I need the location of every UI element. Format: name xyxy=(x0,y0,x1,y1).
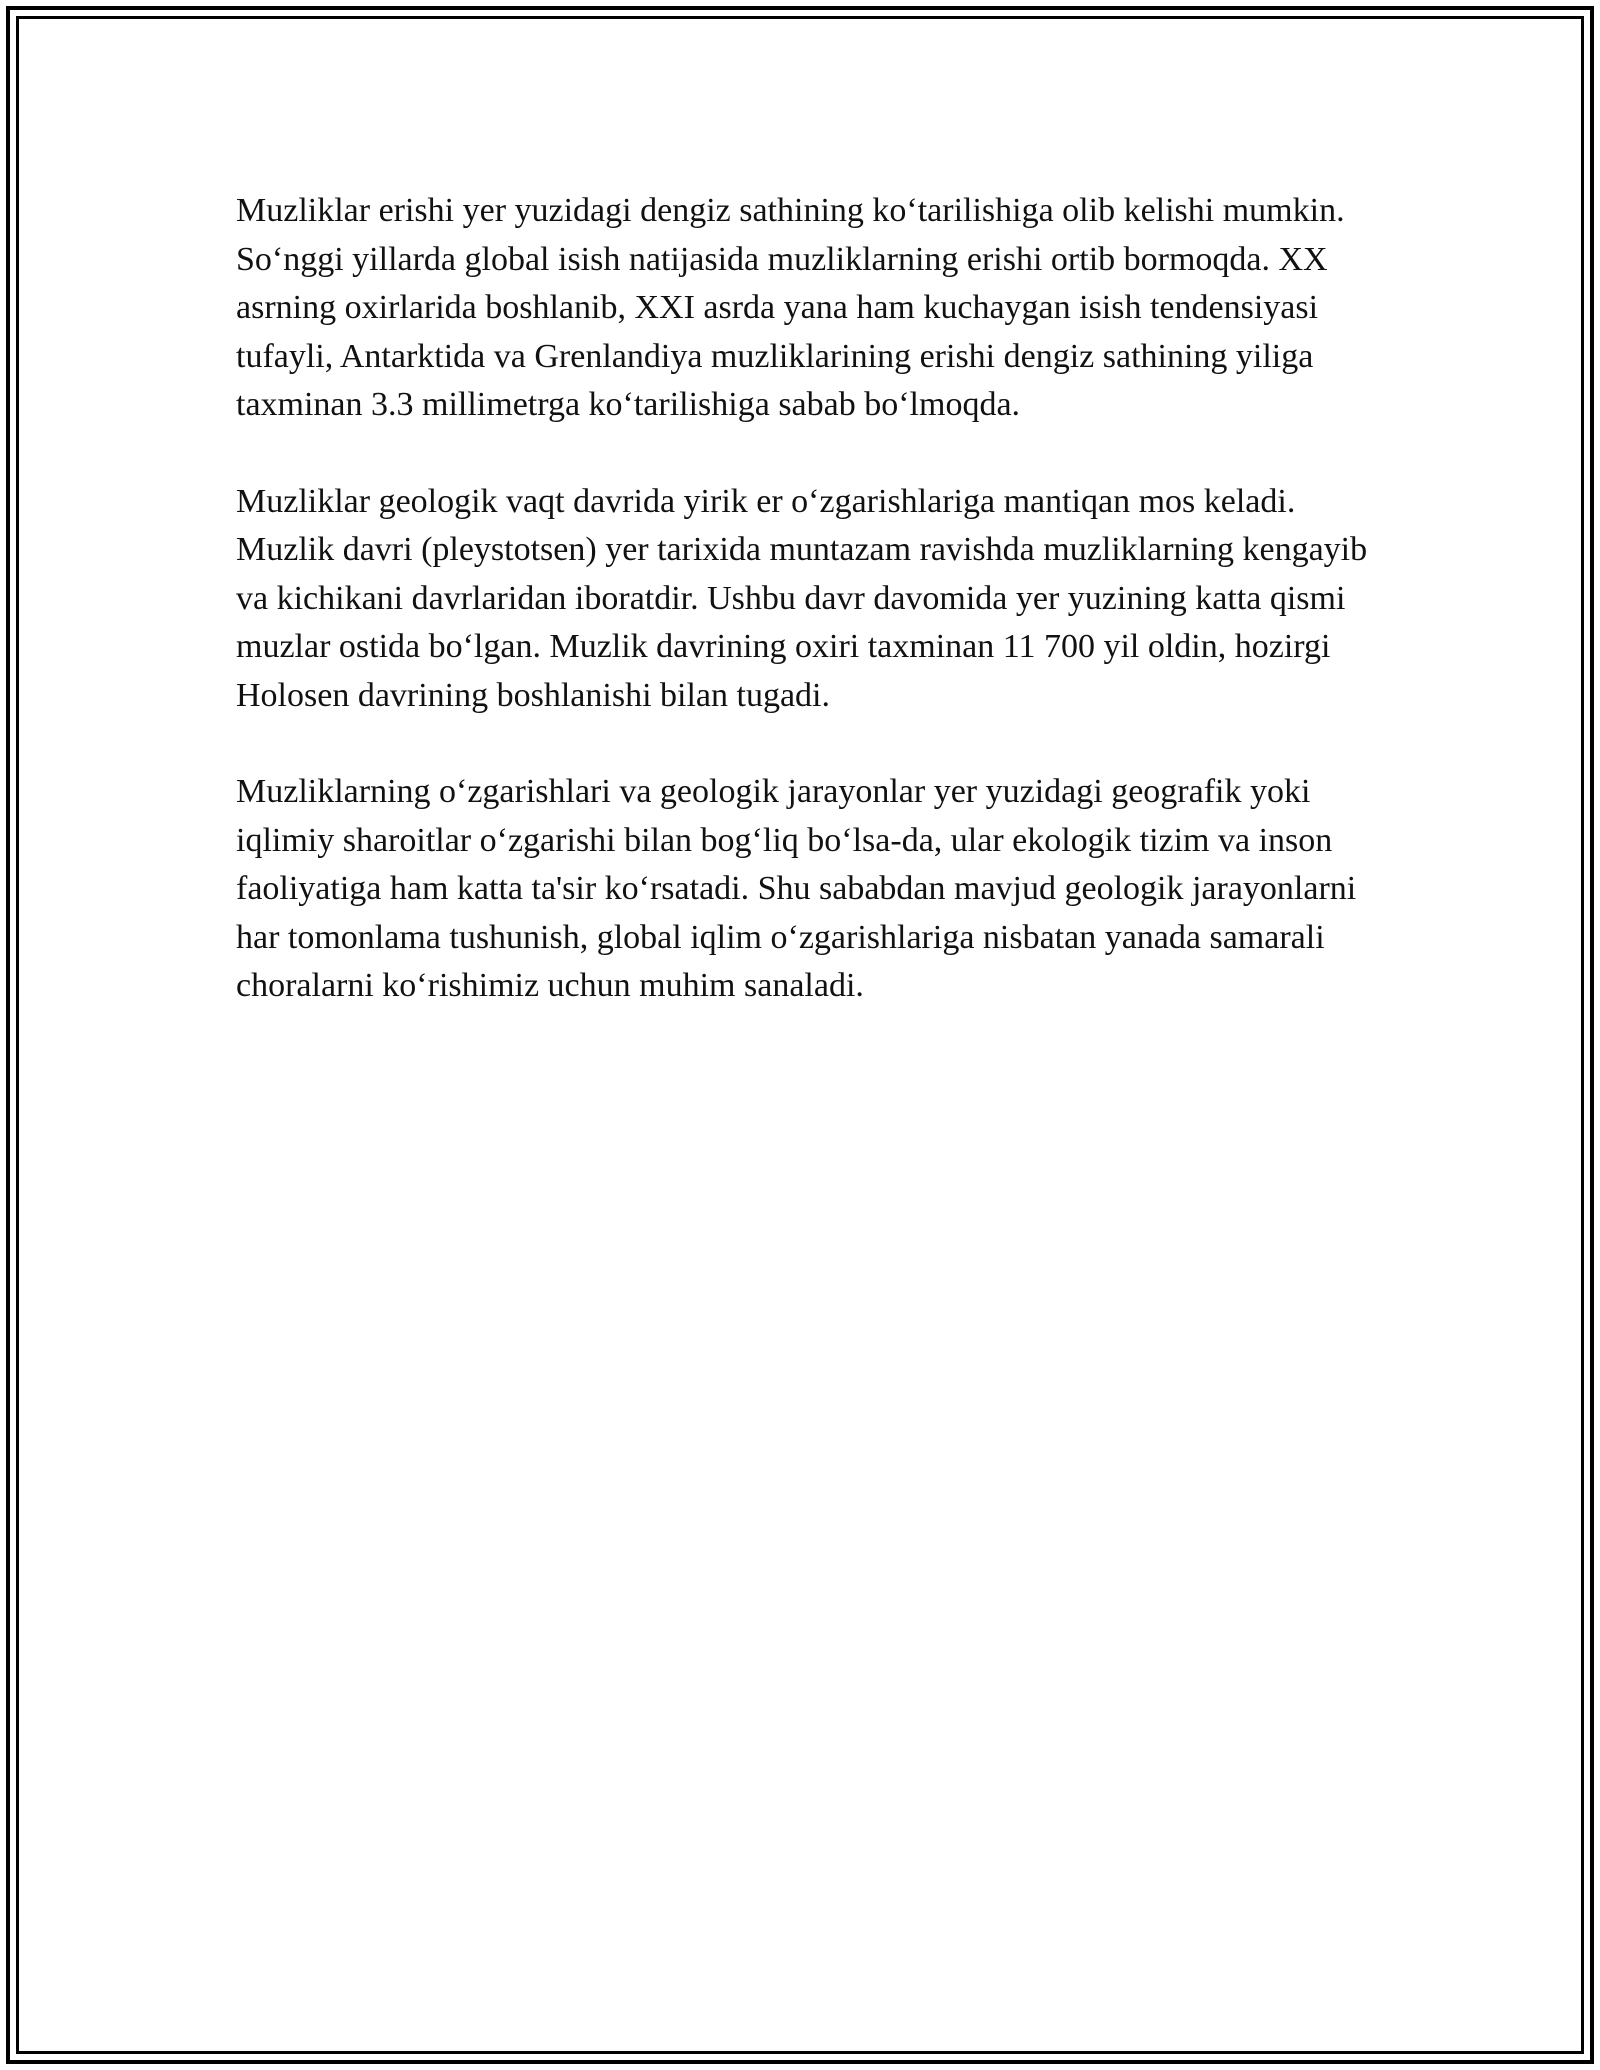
paragraph-sea-level: Muzliklar erishi yer yuzidagi dengiz sathining ko‘tarilishiga olib kelishi mumkin. So‘nggi yillarda global isish natijasida muzliklarning erishi ortib bormoqda. XX asrning oxirlarida boshlanib, XXI asrda yana ham kuchaygan isish tendensiyasi tufayli, Antarktida va Grenlandiya muzliklarining erishi dengiz sathining yiliga taxminan 3.3 millimetrga ko‘tarilishiga sabab bo‘lmoqda. xyxy=(236,192,1345,423)
paragraph-ice-age: Muzliklar geologik vaqt davrida yirik er o‘zgarishlariga mantiqan mos keladi. Muzlik davri (pleystotsen) yer tarixida muntazam ravishda muzliklarning kengayib va kichikani davrlaridan iboratdir. Ushbu davr davomida yer yuzining katta qismi muzlar ostida bo‘lgan. Muzlik davrining oxiri taxminan 11 700 yil oldin, hozirgi Holosen davrining boshlanishi bilan tugadi. xyxy=(236,482,1368,714)
document-body xyxy=(236,187,1376,1059)
paragraph-geological-processes: Muzliklarning o‘zgarishlari va geologik jarayonlar yer yuzidagi geografik yoki iqlimiy sharoitlar o‘zgarishi bilan bog‘liq bo‘lsa-da, ular ekologik tizim va inson faoliyatiga ham katta ta'sir ko‘rsatadi. Shu sababdan mavjud geologik jarayonlarni har tomonlama tushunish, global iqlim o‘zgarishlariga nisbatan yanada samarali choralarni ko‘rishimiz uchun muhim sanaladi. xyxy=(236,773,1357,1004)
